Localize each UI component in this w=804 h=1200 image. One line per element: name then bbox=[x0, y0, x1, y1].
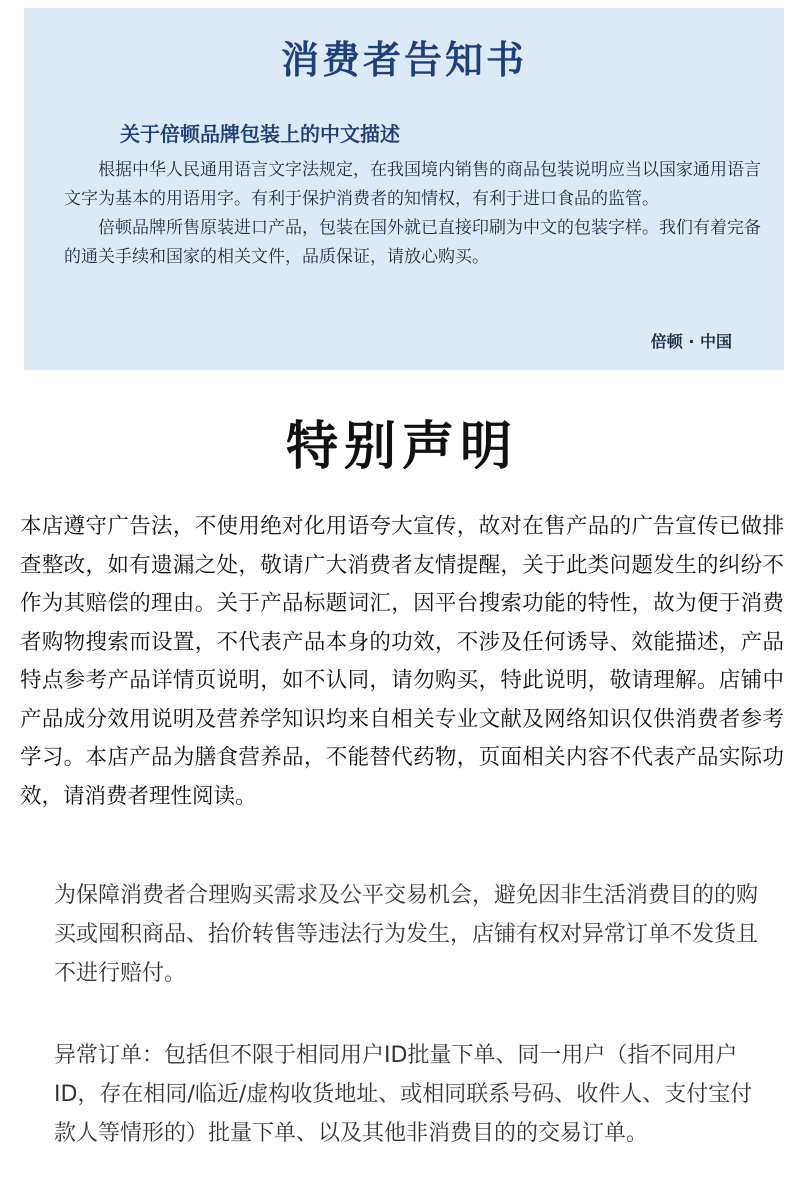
notice-paragraph: 根据中华人民通用语言文字法规定，在我国境内销售的商品包装说明应当以国家通用语言文字为基本的用语用字。有利于保护消费者的知情权，有利于进口食品的监管。 bbox=[64, 160, 761, 209]
notice-signature: 倍顿 · 中国 bbox=[650, 332, 732, 351]
notice-paragraph: 倍顿品牌所售原装进口产品，包装在国外就已直接印刷为中文的包装字样。我们有着完备的通关手续和国家的相关文件，品质保证，请放心购买。 bbox=[64, 218, 761, 267]
declaration-body: 本店遵守广告法，不使用绝对化用语夸大宣传，故对在售产品的广告宣传已做排查整改，如有遗漏之处，敬请广大消费者友情提醒，关于此类问题发生的纠纷不作为其赔偿的理由。关于产品标题词汇，因平台搜索功能的特性，故为便于消费者购物搜索而设置，不代表产品本身的功效，不涉及任何诱导、效能描述，产品特点参考产品详情页说明，如不认同，请勿购买，特此说明，敬请理解。店铺中产品成分效用说明及营养学知识均来自相关专业文献及网络知识仅供消费者参考学习。本店产品为膳食营养品，不能替代药物，页面相关内容不代表产品实际功效，请消费者理性阅读。 bbox=[20, 514, 784, 809]
notice-title: 消费者告知书 bbox=[280, 38, 527, 82]
notice-body bbox=[64, 156, 764, 272]
order-policy-paragraph: 为保障消费者合理购买需求及公平交易机会，避免因非生活消费目的的购买或囤积商品、抬价转售等违法行为发生，店铺有权对异常订单不发货且不进行赔付。 bbox=[54, 883, 759, 986]
consumer-notice-card bbox=[24, 8, 784, 370]
declaration-title: 特别声明 bbox=[285, 417, 518, 477]
abnormal-order-definition: 异常订单：包括但不限于相同用户ID批量下单、同一用户（指不同用户ID，存在相同/临近/虚构收货地址、或相同联系号码、收件人、支付宝付款人等情形的）批量下单、以及其他非消费目的的交易订单。 bbox=[54, 1043, 753, 1146]
notice-subtitle: 关于倍顿品牌包装上的中文描述 bbox=[120, 122, 400, 146]
